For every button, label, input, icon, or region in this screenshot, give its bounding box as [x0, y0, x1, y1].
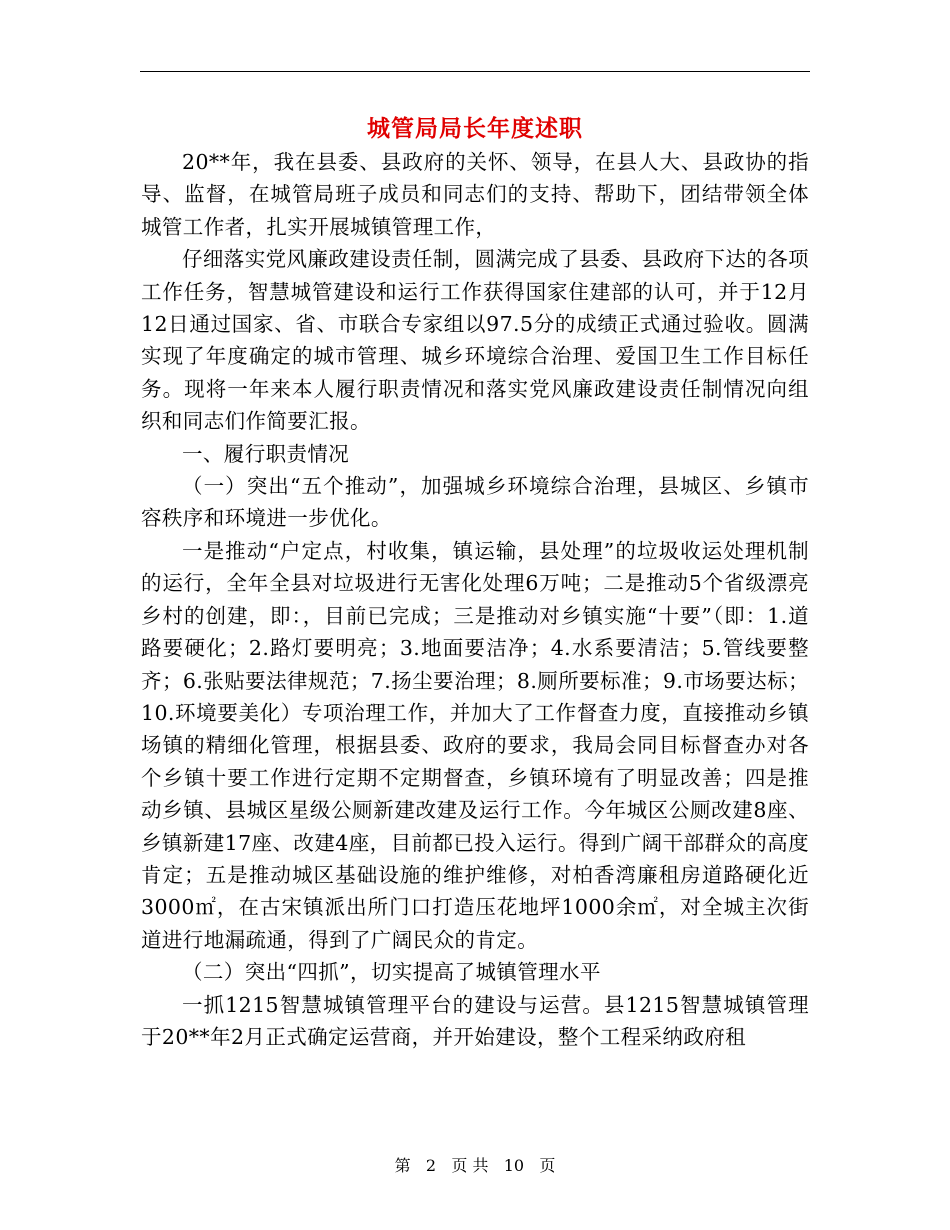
- footer-page-number: 2: [425, 1156, 437, 1175]
- footer-suffix: 页: [539, 1156, 556, 1175]
- page-footer: [140, 1153, 810, 1176]
- document-body: [141, 146, 809, 1053]
- paragraph: 20**年，我在县委、县政府的关怀、领导，在县人大、县政协的指导、监督，在城管局班子成员和同志们的支持、帮助下，团结带领全体城管工作者，扎实开展城镇管理工作，: [141, 150, 809, 239]
- paragraph: 一是推动“户定点，村收集，镇运输，县处理”的垃圾收运处理机制的运行，全年全县对垃圾进行无害化处理6万吨；二是推动5个省级漂亮乡村的创建，即：，目前已完成；三是推动对乡镇实施“十要”（即：1.道路要硬化；2.路灯要明亮；3.地面要洁净；4.水系要清洁；5.管线要整齐；6.张贴要法律规范；7.扬尘要治理；8.厕所要标准；9.市场要达标；10.环境要美化）专项治理工作，并加大了工作督查力度，直接推动乡镇场镇的精细化管理，根据县委、政府的要求，我局会同目标督查办对各个乡镇十要工作进行定期不定期督查，乡镇环境有了明显改善；四是推动乡镇、县城区星级公厕新建改建及运行工作。今年城区公厕改建8座、乡镇新建17座、改建4座，目前都已投入运行。得到广阔干部群众的高度肯定；五是推动城区基础设施的维护维修，对柏香湾廉租房道路硬化近3000㎡，在古宋镇派出所门口打造压花地坪1000余㎡，对全城主次街道进行地漏疏通，得到了广阔民众的肯定。: [141, 538, 809, 952]
- paragraph: 仔细落实党风廉政建设责任制，圆满完成了县委、县政府下达的各项工作任务，智慧城管建设和运行工作获得国家住建部的认可，并于12月12日通过国家、省、市联合专家组以97.5分的成绩正式通过验收。圆满实现了年度确定的城市管理、城乡环境综合治理、爱国卫生工作目标任务。现将一年来本人履行职责情况和落实党风廉政建设责任制情况向组织和同志们作简要汇报。: [141, 247, 809, 434]
- footer-total-pages: 10: [503, 1156, 525, 1175]
- header-rule: [140, 71, 810, 72]
- footer-prefix: 第: [394, 1156, 411, 1175]
- document-title: 城管局局长年度述职: [367, 115, 583, 142]
- subsection-heading: （二）突出“四抓”，切实提高了城镇管理水平: [182, 960, 601, 985]
- paragraph: 一抓1215智慧城镇管理平台的建设与运营。县1215智慧城镇管理于20**年2月正式确定运营商，并开始建设，整个工程采纳政府租: [141, 992, 809, 1049]
- footer-middle: 页 共: [451, 1156, 489, 1175]
- section-heading: 一、履行职责情况: [182, 441, 350, 466]
- subsection-heading: （一）突出“五个推动”，加强城乡环境综合治理，县城区、乡镇市容秩序和环境进一步优化。: [141, 474, 809, 531]
